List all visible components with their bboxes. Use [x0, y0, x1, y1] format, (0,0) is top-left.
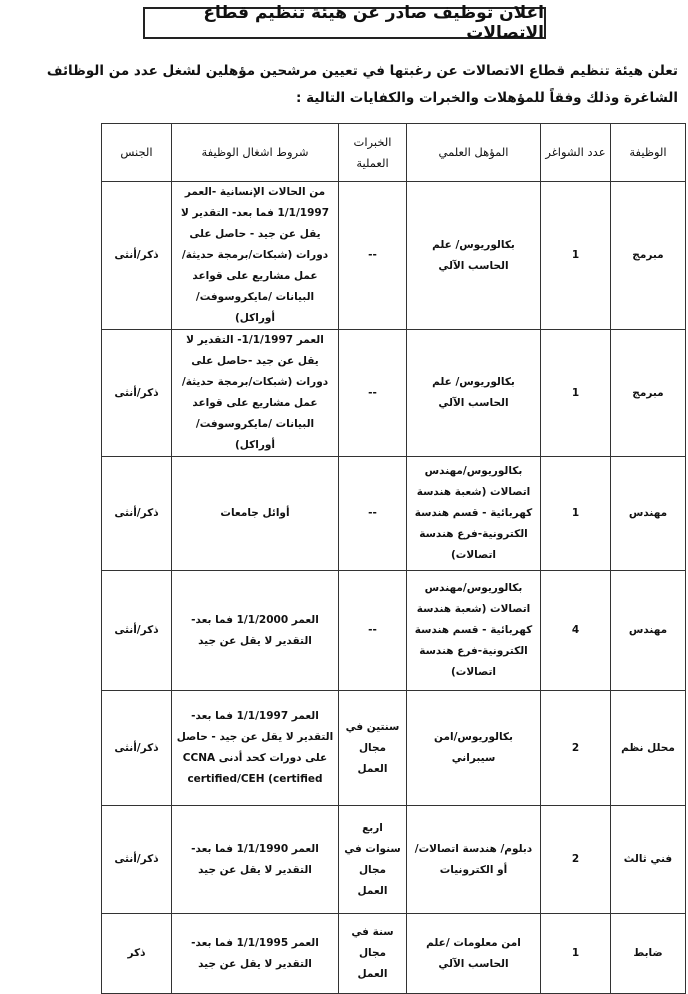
cell-gender: ذكر/أنثى [102, 806, 172, 914]
cell-qualification: بكالوريوس/ علم الحاسب الآلي [407, 330, 541, 457]
header-count: عدد الشواغر [541, 124, 611, 182]
cell-qualification: بكالوريوس/ علم الحاسب الآلي [407, 182, 541, 330]
intro-paragraph: تعلن هيئة تنظيم قطاع الاتصالات عن رغبتها في تعيين مرشحين مؤهلين لشغل عدد من الوظائف الشاغرة وذلك وفقاً للمؤهلات والخبرات والكفايات التالية : [46, 63, 678, 106]
cell-gender: ذكر/أنثى [102, 182, 172, 330]
cell-conditions: العمر 1/1/1995 فما بعد- التقدير لا يقل عن جيد [172, 914, 339, 994]
cell-conditions: العمر 1/1/1990 فما بعد- التقدير لا يقل عن جيد [172, 806, 339, 914]
table-header-row [102, 124, 686, 182]
table-row [102, 182, 686, 330]
cell-conditions: من الحالات الإنسانية -العمر 1/1/1997 فما بعد- التقدير لا يقل عن جيد - حاصل على دورات (شبكات/برمجة حديثة/عمل مشاريع على قواعد البيانات /مايكروسوفت/أوراكل) [172, 182, 339, 330]
cell-job: مهندس [611, 571, 686, 691]
cell-count: 1 [541, 914, 611, 994]
cell-count: 2 [541, 806, 611, 914]
cell-gender: ذكر [102, 914, 172, 994]
table-row [102, 806, 686, 914]
cell-qualification: بكالوريوس/مهندس اتصالات (شعبة هندسة كهربائية - قسم هندسة الكترونية-فرع هندسة اتصالات) [407, 457, 541, 571]
cell-experience: -- [339, 457, 407, 571]
cell-job: ضابط [611, 914, 686, 994]
cell-experience: سنة في مجال العمل [339, 914, 407, 994]
header-conditions: شروط اشغال الوظيفة [172, 124, 339, 182]
cell-job: مبرمج [611, 182, 686, 330]
table-row [102, 914, 686, 994]
jobs-table [101, 123, 686, 994]
header-experience: الخبرات العملية [339, 124, 407, 182]
cell-conditions: العمر 1/1/1997 فما بعد- التقدير لا يقل عن جيد - حاصل على دورات كحد أدنى CCNA certified/CEH (certified [172, 691, 339, 806]
cell-gender: ذكر/أنثى [102, 571, 172, 691]
table-row [102, 691, 686, 806]
cell-job: محلل نظم [611, 691, 686, 806]
cell-qualification: بكالوريوس/مهندس اتصالات (شعبة هندسة كهربائية - قسم هندسة الكترونية-فرع هندسة اتصالات) [407, 571, 541, 691]
cell-conditions: العمر 1/1/2000 فما بعد- التقدير لا يقل عن جيد [172, 571, 339, 691]
announcement-title: اعلان توظيف صادر عن هيئة تنظيم قطاع الاتصالات [143, 7, 546, 39]
cell-job: مهندس [611, 457, 686, 571]
table-row [102, 457, 686, 571]
cell-gender: ذكر/أنثى [102, 330, 172, 457]
cell-experience: سنتين في مجال العمل [339, 691, 407, 806]
cell-qualification: دبلوم/ هندسة اتصالات/ أو الكترونيات [407, 806, 541, 914]
cell-job: مبرمج [611, 330, 686, 457]
cell-experience: -- [339, 571, 407, 691]
header-qualification: المؤهل العلمي [407, 124, 541, 182]
cell-gender: ذكر/أنثى [102, 691, 172, 806]
cell-experience: -- [339, 330, 407, 457]
table-row [102, 571, 686, 691]
cell-conditions: أوائل جامعات [172, 457, 339, 571]
cell-experience: -- [339, 182, 407, 330]
header-gender: الجنس [102, 124, 172, 182]
cell-job: فني ثالث [611, 806, 686, 914]
cell-gender: ذكر/أنثى [102, 457, 172, 571]
table-row [102, 330, 686, 457]
cell-qualification: بكالوريوس/امن سيبراني [407, 691, 541, 806]
cell-count: 1 [541, 330, 611, 457]
cell-conditions: العمر 1/1/1997- التقدير لا يقل عن جيد -حاصل على دورات (شبكات/برمجة حديثة/عمل مشاريع على قواعد البيانات /مايكروسوفت/أوراكل) [172, 330, 339, 457]
cell-count: 1 [541, 457, 611, 571]
cell-count: 4 [541, 571, 611, 691]
cell-count: 1 [541, 182, 611, 330]
header-job: الوظيفة [611, 124, 686, 182]
cell-qualification: امن معلومات /علم الحاسب الآلي [407, 914, 541, 994]
cell-count: 2 [541, 691, 611, 806]
cell-experience: اربع سنوات في مجال العمل [339, 806, 407, 914]
